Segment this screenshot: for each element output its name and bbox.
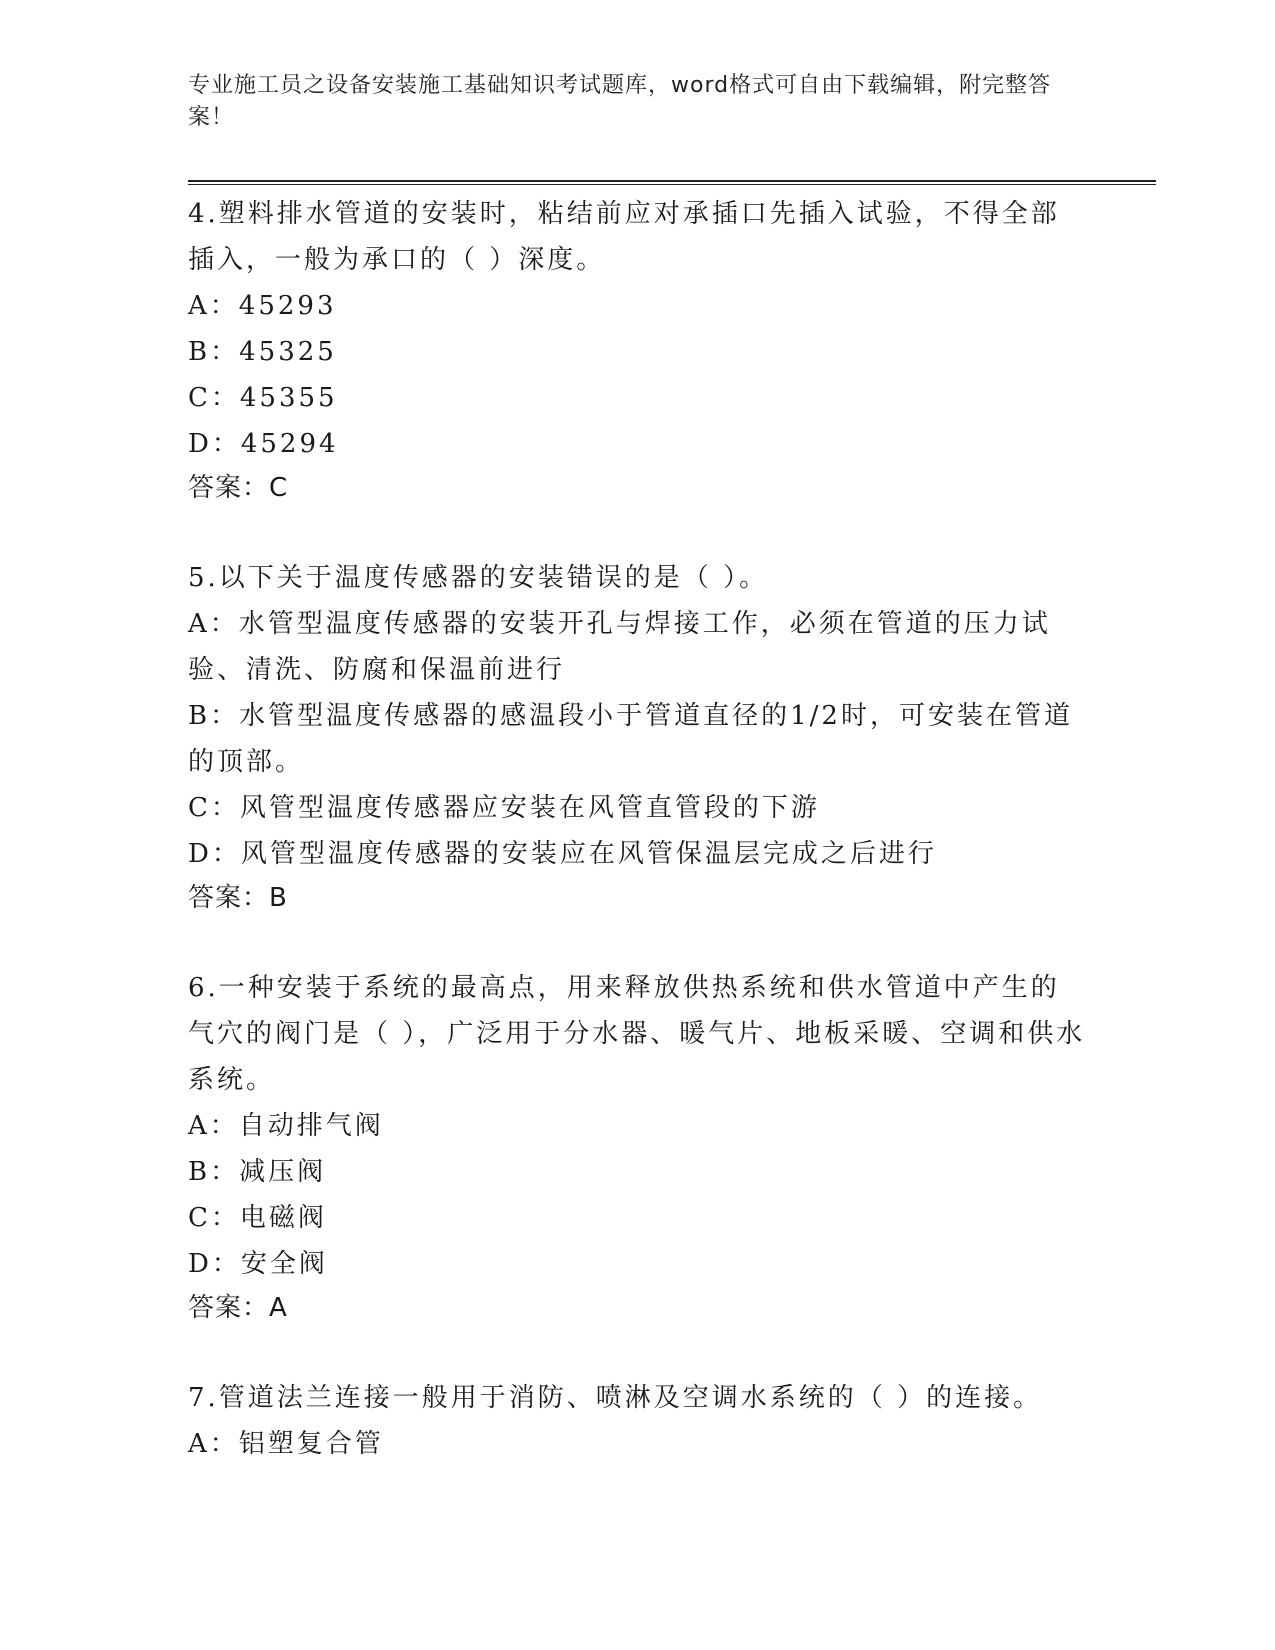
header-divider-thick: [188, 180, 1156, 182]
answer-line: 答案：B: [188, 883, 288, 913]
question-list: [188, 191, 1088, 1513]
option-a: A：铝塑复合管: [188, 1429, 384, 1459]
option-a: A：水管型温度传感器的安装开孔与焊接工作，必须在管道的压力试验、清洗、防腐和保温前进行: [188, 609, 1051, 685]
question-7: [188, 1375, 1088, 1467]
option-c: C：电磁阀: [188, 1203, 327, 1233]
option-a: A：自动排气阀: [188, 1111, 384, 1141]
option-a: A：45293: [188, 291, 337, 321]
document-header: 专业施工员之设备安装施工基础知识考试题库，word格式可自由下载编辑，附完整答案！: [188, 73, 1052, 130]
question-stem: 4.塑料排水管道的安装时，粘结前应对承插口先插入试验，不得全部插入，一般为承口的（ ）深度。: [188, 199, 1060, 275]
question-4: [188, 191, 1088, 509]
option-b: B：45325: [188, 337, 337, 367]
question-stem: 5.以下关于温度传感器的安装错误的是（ ）。: [188, 563, 769, 593]
option-b: B：减压阀: [188, 1157, 327, 1187]
option-c: C：45355: [188, 383, 338, 413]
answer-line: 答案：A: [188, 1293, 288, 1323]
answer-line: 答案：C: [188, 473, 289, 503]
header-divider-thin: [188, 184, 1156, 185]
question-stem: 7.管道法兰连接一般用于消防、喷淋及空调水系统的（ ）的连接。: [188, 1383, 1043, 1413]
question-6: [188, 965, 1088, 1329]
question-5: [188, 555, 1088, 919]
option-d: D：45294: [188, 429, 339, 459]
option-d: D：风管型温度传感器的安装应在风管保温层完成之后进行: [188, 839, 937, 869]
option-d: D：安全阀: [188, 1249, 328, 1279]
option-b: B：水管型温度传感器的感温段小于管道直径的1/2时，可安装在管道的顶部。: [188, 701, 1073, 777]
option-c: C：风管型温度传感器应安装在风管直管段的下游: [188, 793, 820, 823]
question-stem: 6.一种安装于系统的最高点，用来释放供热系统和供水管道中产生的气穴的阀门是（ ），广泛用于分水器、暖气片、地板采暖、空调和供水系统。: [188, 973, 1086, 1095]
